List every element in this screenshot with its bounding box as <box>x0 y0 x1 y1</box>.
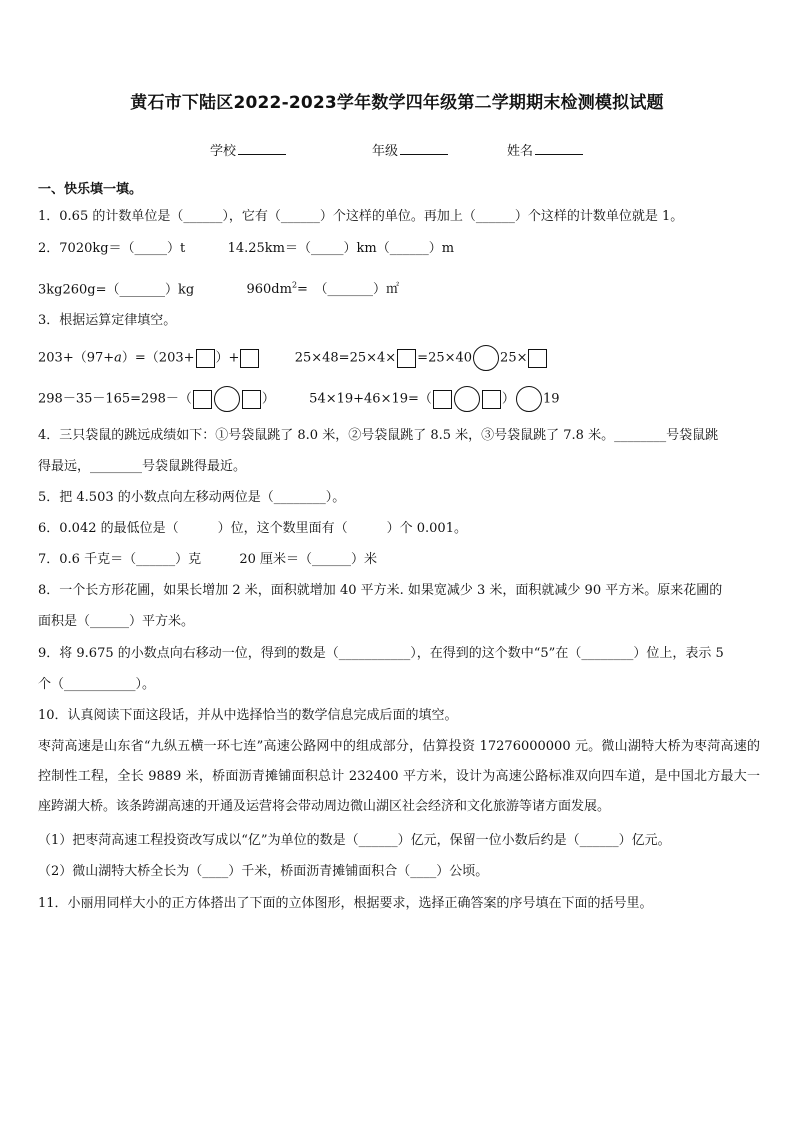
question-10-sub-2: （2）微山湖特大桥全长为（____）千米，桥面沥青摊铺面积合（____）公顷。 <box>38 864 489 879</box>
question-5: 5．把 4.503 的小数点向左移动两位是（________）。 <box>38 490 346 505</box>
name-label: 姓名 <box>507 144 534 159</box>
q3r1-variable: a <box>114 350 122 366</box>
grade-blank[interactable] <box>400 142 448 155</box>
answer-circle[interactable] <box>454 386 480 412</box>
question-2-row-2 <box>38 277 399 299</box>
question-3-row-2 <box>38 386 559 412</box>
answer-circle[interactable] <box>214 386 240 412</box>
question-1: 1．0.65 的计数单位是（______），它有（______）个这样的单位。再加上（______）个这样的计数单位就是 1。 <box>38 209 684 224</box>
q3r2-text-a: 298－35－165=298－（ <box>38 391 192 407</box>
q7-part-b: 20 厘米＝（______）米 <box>239 552 378 567</box>
q7-part-a: 7．0.6 千克＝（______）克 <box>38 552 202 567</box>
q3r1-text-d: 25×48=25×4× <box>294 350 397 366</box>
q2-part-b: 14.25km＝（_____）km（______）m <box>227 241 455 256</box>
question-8-line-2: 面积是（______）平方米。 <box>38 614 195 629</box>
question-9-line-2: 个（___________）。 <box>38 677 156 692</box>
answer-box[interactable] <box>193 390 212 409</box>
answer-box[interactable] <box>433 390 452 409</box>
q3r1-text-f: 25× <box>500 350 528 366</box>
question-9-line-1: 9．将 9.675 的小数点向右移动一位，得到的数是（___________），在得到的这个数中“5”在（________）位上，表示 5 <box>38 646 724 661</box>
name-blank[interactable] <box>535 142 583 155</box>
q3r1-text-c: ）+ <box>215 350 240 366</box>
question-10: 10．认真阅读下面这段话，并从中选择恰当的数学信息完成后面的填空。 <box>38 708 458 723</box>
answer-box[interactable] <box>397 349 416 368</box>
answer-box[interactable] <box>240 349 259 368</box>
q3r2-text-e: 19 <box>542 391 560 407</box>
answer-box[interactable] <box>196 349 215 368</box>
question-7 <box>38 551 377 569</box>
school-label: 学校 <box>210 144 237 159</box>
question-10-sub-1: （1）把枣菏高速工程投资改写成以“亿”为单位的数是（______）亿元，保留一位小数后约是（______）亿元。 <box>38 833 671 848</box>
question-3-row-1 <box>38 345 548 369</box>
answer-circle[interactable] <box>516 386 542 412</box>
q2d-exponent: 2 <box>291 281 298 290</box>
name-field <box>507 140 583 159</box>
q3r1-text-e: =25×40 <box>417 350 473 366</box>
question-11: 11．小丽用同样大小的正方体搭出了下面的立体图形，根据要求，选择正确答案的序号填在下面的括号里。 <box>38 896 653 911</box>
grade-label: 年级 <box>372 144 399 159</box>
grade-field <box>372 140 448 159</box>
question-4-line-2: 得最远，________号袋鼠跳得最近。 <box>38 459 247 474</box>
answer-circle[interactable] <box>473 345 499 371</box>
answer-box[interactable] <box>482 390 501 409</box>
question-2-row-1 <box>38 240 454 258</box>
q2-part-a: 2．7020kg＝（_____）t <box>38 241 186 256</box>
q3r2-text-c: 54×19+46×19=（ <box>309 391 432 407</box>
question-3: 3．根据运算定律填空。 <box>38 313 177 328</box>
answer-box[interactable] <box>528 349 547 368</box>
q3r1-text-a: 203+（97+ <box>38 350 115 366</box>
q2d-text-post: = （_______）㎡ <box>297 282 399 298</box>
question-10-passage: 枣菏高速是山东省“九纵五横一环七连”高速公路网中的组成部分，估算投资 17276000000 元。微山湖特大桥为枣菏高速的控制性工程，全长 9889 米，桥面沥青摊铺面积总计 232400 平方米，设计为高速公路标准双向四车道，是中国北方最大一座跨湖大桥。该条跨湖高速的开通及运营将会带动周边微山湖区社会经济和文化旅游等诸方面发展。 <box>38 739 760 814</box>
school-blank[interactable] <box>238 142 286 155</box>
answer-box[interactable] <box>242 390 261 409</box>
q3r1-text-b: ）=（203+ <box>121 350 195 366</box>
page-title: 黄石市下陆区2022-2023学年数学四年级第二学期期末检测模拟试题 <box>130 93 664 113</box>
school-field <box>210 140 286 159</box>
section-heading: 一、快乐填一填。 <box>38 182 143 197</box>
q2-part-d <box>246 282 398 297</box>
question-4-line-1: 4．三只袋鼠的跳远成绩如下：①号袋鼠跳了 8.0 米，②号袋鼠跳了 8.5 米，③号袋鼠跳了 7.8 米。________号袋鼠跳 <box>38 428 719 443</box>
q3r2-text-d: ） <box>501 391 515 407</box>
q3r2-text-b: ） <box>261 391 275 407</box>
question-6: 6．0.042 的最低位是（ ）位，这个数里面有（ ）个 0.001。 <box>38 521 467 536</box>
q2-part-c: 3kg260g=（_______）kg <box>38 282 195 298</box>
question-8-line-1: 8．一个长方形花圃，如果长增加 2 米，面积就增加 40 平方米. 如果宽减少 3 米，面积就减少 90 平方米。原来花圃的 <box>38 583 723 598</box>
q2d-text: 960dm <box>246 282 292 298</box>
